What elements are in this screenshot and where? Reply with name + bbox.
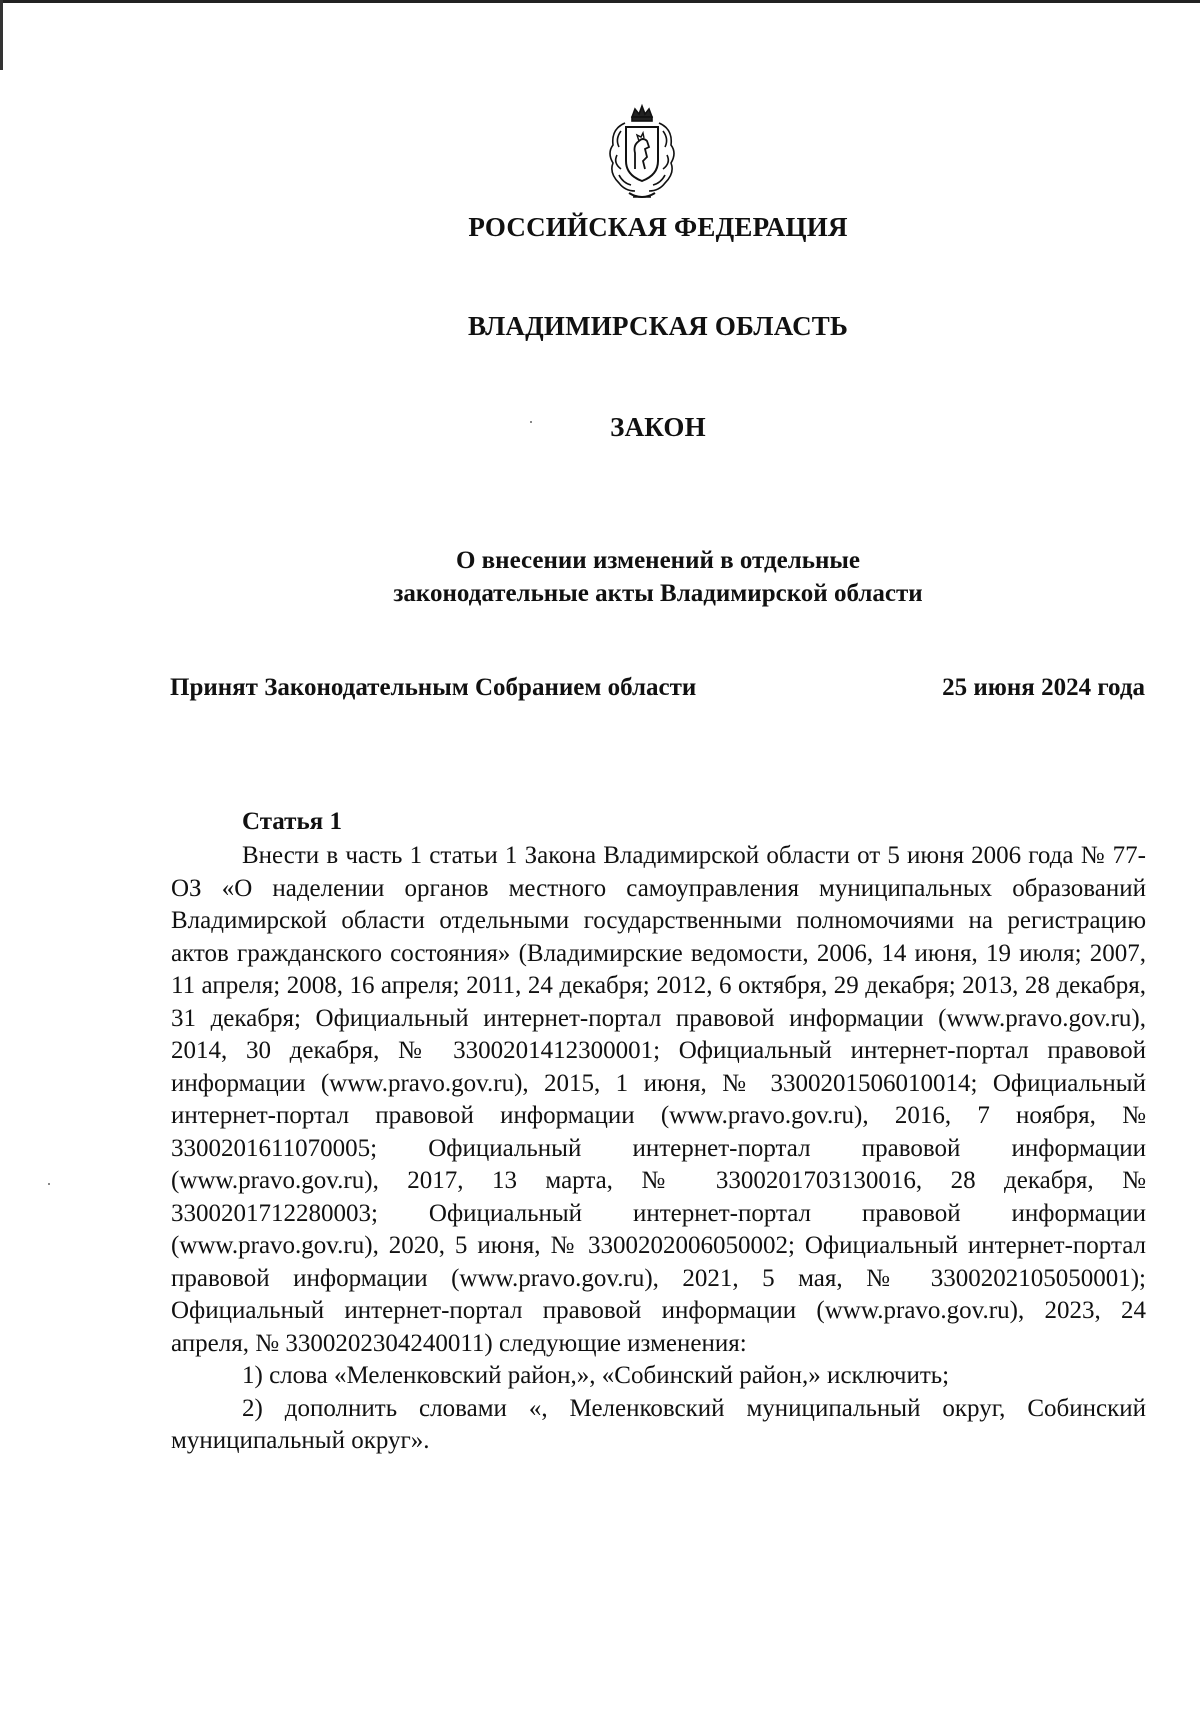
region-heading: ВЛАДИМИРСКАЯ ОБЛАСТЬ <box>467 311 849 341</box>
coat-of-arms-icon <box>599 103 685 203</box>
article-paragraph: 1) слова «Меленковский район,», «Собинский район,» исключить; <box>242 1362 950 1389</box>
article-paragraph: 2) дополнить словами «, Меленковский муниципальный округ, Собинский муниципальный округ». <box>171 1394 1146 1454</box>
article-paragraph: Внести в часть 1 статьи 1 Закона Владимирской области от 5 июня 2006 года № 77-ОЗ «О наделении органов местного самоуправления муниципальных образований Владимирской области отдельными государственными полномочиями на регистрацию актов гражданского состояния» (Владимирские ведомости, 2006, 14 июня, 19 июля; 2007, 11 апреля; 2008, 16 апреля; 2011, 24 декабря; 2012, 6 октября, 29 декабря; 2013, 28 декабря, 31 декабря; Официальный интернет-портал правовой информации (www.pravo.gov.ru), 2014, 30 декабря, № 3300201412300001; Официальный интернет-портал правовой информации (www.pravo.gov.ru), 2015, 1 июня, № 3300201506010014; Официальный интернет-портал правовой информации (www.pravo.gov.ru), 2016, 7 ноября, № 3300201611070005; Официальный интернет-портал правовой информации (www.pravo.gov.ru), 2017, 13 марта, № 3300201703130016, 28 декабря, № 3300201712280003; Официальный интернет-портал правовой информации (www.pravo.gov.ru), 2020, 5 июня, № 3300202006050002; Официальный интернет-портал правовой информации (www.pravo.gov.ru), 2021, 5 мая, № 3300202105050001); Официальный интернет-портал правовой информации (www.pravo.gov.ru), 2023, 24 апреля, № 3300202304240011) следующие изменения: <box>171 842 1146 1357</box>
scan-edge-top <box>0 0 1200 3</box>
adopted-by: Принят Законодательным Собранием области <box>170 674 697 701</box>
article-title: Статья 1 <box>242 808 342 835</box>
law-title <box>58 544 1200 610</box>
scan-edge-left <box>0 0 3 70</box>
adopted-date: 25 июня 2024 года <box>942 674 1145 701</box>
article-body <box>171 840 1146 1458</box>
country-heading: РОССИЙСКАЯ ФЕДЕРАЦИЯ <box>468 212 848 242</box>
law-title-line-2: законодательные акты Владимирской области <box>393 580 923 607</box>
law-title-line-1: О внесении изменений в отдельные <box>455 547 861 574</box>
adoption-line <box>170 674 1145 702</box>
scan-speck <box>48 1183 50 1185</box>
document-type-heading: ЗАКОН <box>610 412 706 442</box>
